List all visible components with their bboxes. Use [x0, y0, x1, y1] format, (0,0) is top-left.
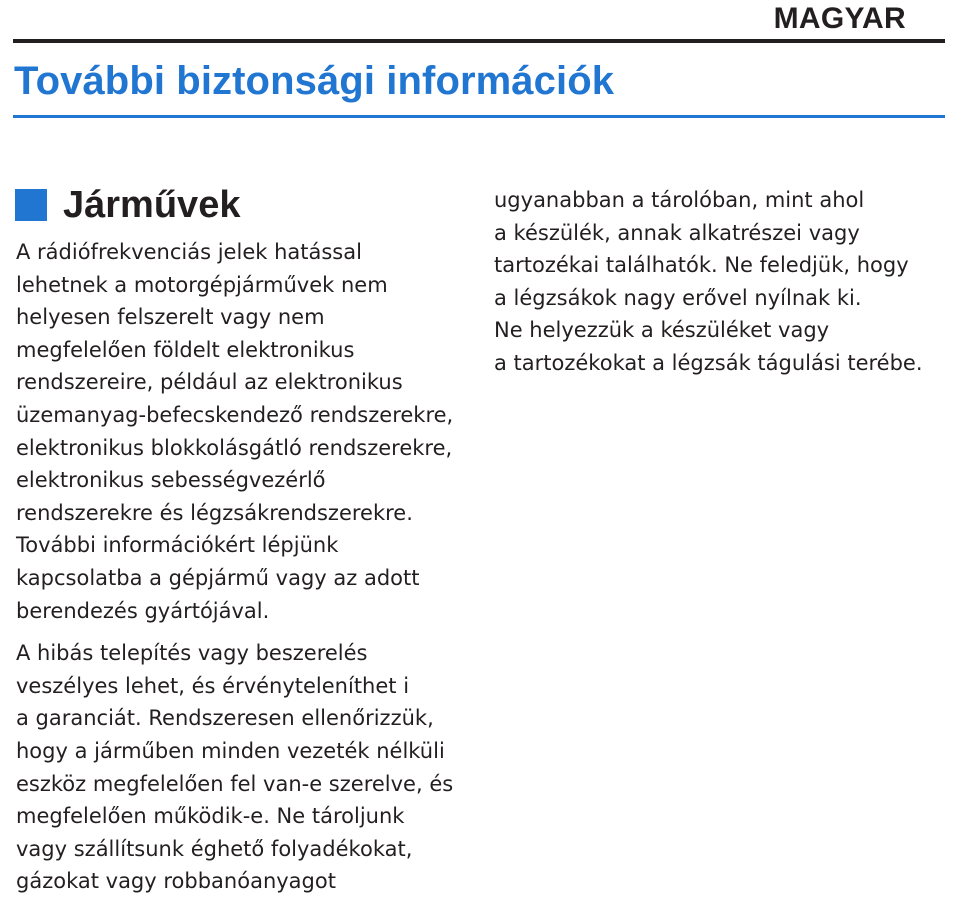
text-line: a légzsákok nagy erővel nyílnak ki.	[494, 285, 862, 310]
text-line: ugyanabban a tárolóban, mint ahol	[494, 188, 865, 212]
text-line: tartozékai találhatók. Ne feledjük, hogy	[494, 253, 909, 278]
text-line: rendszereire, például az elektronikus	[16, 370, 403, 395]
text-line: elektronikus sebességvezérlő	[16, 468, 326, 493]
title-rule	[13, 115, 945, 118]
text-line: helyesen felszerelt vagy nem	[16, 305, 325, 330]
left-column	[16, 236, 486, 898]
text-line: rendszerekre és légzsákrendszerekre.	[16, 500, 413, 525]
text-line: A hibás telepítés vagy beszerelés	[16, 641, 368, 666]
text-line: üzemanyag-befecskendező rendszerekre,	[16, 402, 454, 427]
text-line: gázokat vagy robbanóanyagot	[16, 869, 336, 894]
language-label: MAGYAR	[773, 2, 906, 35]
paragraph	[16, 637, 486, 898]
section-heading	[15, 181, 240, 229]
text-line: veszélyes lehet, és érvényteleníthet i	[16, 673, 410, 698]
right-column	[494, 184, 944, 380]
text-line: megfelelően működik-e. Ne tároljunk	[16, 804, 405, 829]
section-title: Járművek	[63, 184, 241, 226]
paragraph	[16, 236, 486, 627]
text-line: A rádiófrekvenciás jelek hatással	[16, 240, 362, 264]
text-line: Ne helyezzük a készüléket vagy	[494, 318, 830, 343]
text-line: berendezés gyártójával.	[16, 598, 270, 623]
header-rule	[13, 39, 945, 43]
text-line: a tartozékokat a légzsák tágulási terébe.	[494, 350, 923, 375]
text-line: lehetnek a motorgépjárművek nem	[16, 272, 388, 297]
text-line: További információkért lépjünk	[16, 533, 339, 558]
text-line: hogy a járműben minden vezeték nélküli	[16, 738, 445, 763]
text-line: vagy szállítsunk éghető folyadékokat,	[16, 836, 413, 861]
section-square-icon	[15, 189, 47, 221]
text-line: a készülék, annak alkatrészei vagy	[494, 220, 860, 245]
paragraph	[494, 184, 944, 380]
text-line: megfelelően földelt elektronikus	[16, 337, 355, 362]
page-title: További biztonsági információk	[14, 59, 615, 103]
text-line: kapcsolatba a gépjármű vagy az adott	[16, 565, 420, 590]
text-line: a garanciát. Rendszeresen ellenőrizzük,	[16, 706, 434, 731]
text-line: elektronikus blokkolásgátló rendszerekre,	[16, 435, 453, 460]
text-line: eszköz megfelelően fel van-e szerelve, és	[16, 771, 454, 796]
